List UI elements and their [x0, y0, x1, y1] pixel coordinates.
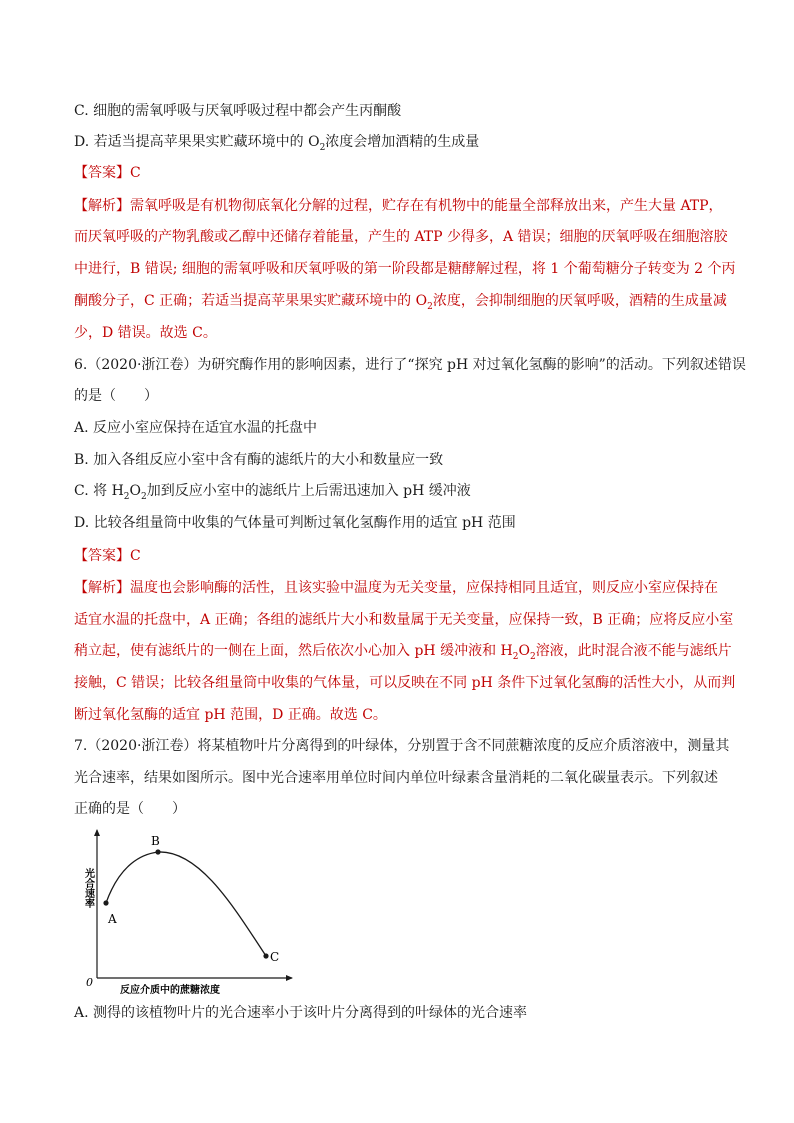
analysis-text: 稍立起，使有滤纸片的一侧在上面，然后依次小心加入 pH 缓冲液和 H	[74, 643, 513, 659]
point-c-label: C	[270, 950, 280, 964]
q5-analysis-line-5: 少，D 错误。故选 C。	[74, 325, 217, 341]
q7-option-a: A. 测得的该植物叶片的光合速率小于该叶片分离得到的叶绿体的光合速率	[74, 1005, 528, 1021]
subscript: 2	[141, 491, 147, 502]
y-axis-label: 光合速率	[82, 868, 94, 908]
subscript: 2	[529, 651, 536, 662]
q5-analysis-line-1	[74, 196, 723, 216]
answer-label: 【答案】	[74, 548, 130, 564]
subscript: 2	[512, 651, 519, 662]
q5-analysis-line-2: 而厌氧呼吸的产物乳酸或乙醇中还储存着能量，产生的 ATP 少得多，A 错误；细胞的厌氧呼吸在细胞溶胶	[74, 229, 728, 245]
analysis-text: 溶液，此时混合液不能与滤纸片	[535, 643, 732, 659]
point-a-label: A	[108, 912, 117, 926]
q6-analysis-line-1	[74, 578, 718, 598]
option-text: C. 将 H	[74, 483, 124, 499]
q5-analysis-line-3: 中进行，B 错误; 细胞的需氧呼吸和厌氧呼吸的第一阶段都是糖酵解过程，将 1 个葡萄糖分子转变为 2 个丙	[74, 261, 736, 277]
subscript: 2	[319, 142, 326, 153]
q6-option-c	[74, 481, 471, 501]
q6-analysis-line-3	[74, 641, 732, 661]
rate-curve	[106, 852, 266, 956]
q6-analysis-line-4: 接触，C 错误；比较各组量筒中收集的气体量，可以反映在不同 pH 条件下过氧化氢酶的活性大小，从而判	[74, 675, 736, 691]
q6-answer	[74, 546, 141, 566]
q6-stem-line-2: 的是（ ）	[74, 388, 158, 404]
origin-label: 0	[86, 976, 93, 989]
q5-analysis-line-4	[74, 291, 727, 311]
option-text: 加到反应小室中的滤纸片上后需迅速加入 pH 缓冲液	[146, 483, 471, 499]
point-b-label: B	[151, 834, 160, 848]
analysis-label: 【解析】	[74, 580, 130, 596]
analysis-text: 浓度，会抑制细胞的厌氧呼吸，酒精的生成量减	[432, 293, 727, 309]
q5-option-d-text-2: 浓度会增加酒精的生成量	[325, 134, 480, 150]
q6-analysis-line-2: 适宜水温的托盘中，A 正确；各组的滤纸片大小和数量属于无关变量，应保持一致，B 正确；应将反应小室	[74, 612, 734, 628]
subscript: 2	[123, 491, 130, 502]
analysis-text: 温度也会影响酶的活性，且该实验中温度为无关变量，应保持相同且适宜，则反应小室应保持在	[130, 580, 718, 596]
q6-analysis-line-5: 断过氧化氢酶的适宜 pH 范围，D 正确。故选 C。	[74, 707, 387, 723]
q5-option-c: C. 细胞的需氧呼吸与厌氧呼吸过程中都会产生丙酮酸	[74, 103, 402, 119]
point-c-marker	[263, 953, 268, 958]
subscript: 2	[427, 301, 433, 312]
point-a-marker	[103, 900, 108, 905]
q6-option-a: A. 反应小室应保持在适宜水温的托盘中	[74, 420, 318, 436]
q7-stem-line-1: 7.（2020·浙江卷）将某植物叶片分离得到的叶绿体，分别置于含不同蔗糖浓度的反应介质溶液中，测量其	[74, 738, 730, 754]
q7-stem-line-2: 光合速率，结果如图所示。图中光合速率用单位时间内单位叶绿素含量消耗的二氧化碳量表示。下列叙述	[74, 770, 718, 786]
point-b-marker	[155, 849, 160, 854]
q5-option-d-text: D. 若适当提高苹果果实贮藏环境中的 O	[74, 134, 320, 150]
analysis-text: 酮酸分子，C 正确；若适当提高苹果果实贮藏环境中的 O	[74, 293, 428, 309]
analysis-text: O	[518, 643, 530, 659]
q6-stem-line-1: 6.（2020·浙江卷）为研究酶作用的影响因素，进行了“探究 pH 对过氧化氢酶的影响”的活动。下列叙述错误	[74, 357, 746, 373]
q5-answer	[74, 163, 141, 183]
photosynthesis-curve-figure	[60, 824, 310, 996]
q6-option-d: D. 比较各组量筒中收集的气体量可判断过氧化氢酶作用的适宜 pH 范围	[74, 515, 516, 531]
answer-value: C	[130, 548, 141, 564]
q6-option-b: B. 加入各组反应小室中含有酶的滤纸片的大小和数量应一致	[74, 452, 444, 468]
x-axis-label: 反应介质中的蔗糖浓度	[120, 985, 220, 996]
option-text: O	[129, 483, 141, 499]
answer-label: 【答案】	[74, 165, 130, 181]
q7-stem-line-3: 正确的是（ ）	[74, 801, 186, 817]
answer-value: C	[130, 165, 141, 181]
analysis-label: 【解析】	[74, 198, 130, 214]
q5-option-d	[74, 132, 479, 152]
analysis-text: 需氧呼吸是有机物彻底氧化分解的过程，贮存在有机物中的能量全部释放出来，产生大量 ATP，	[130, 198, 723, 214]
